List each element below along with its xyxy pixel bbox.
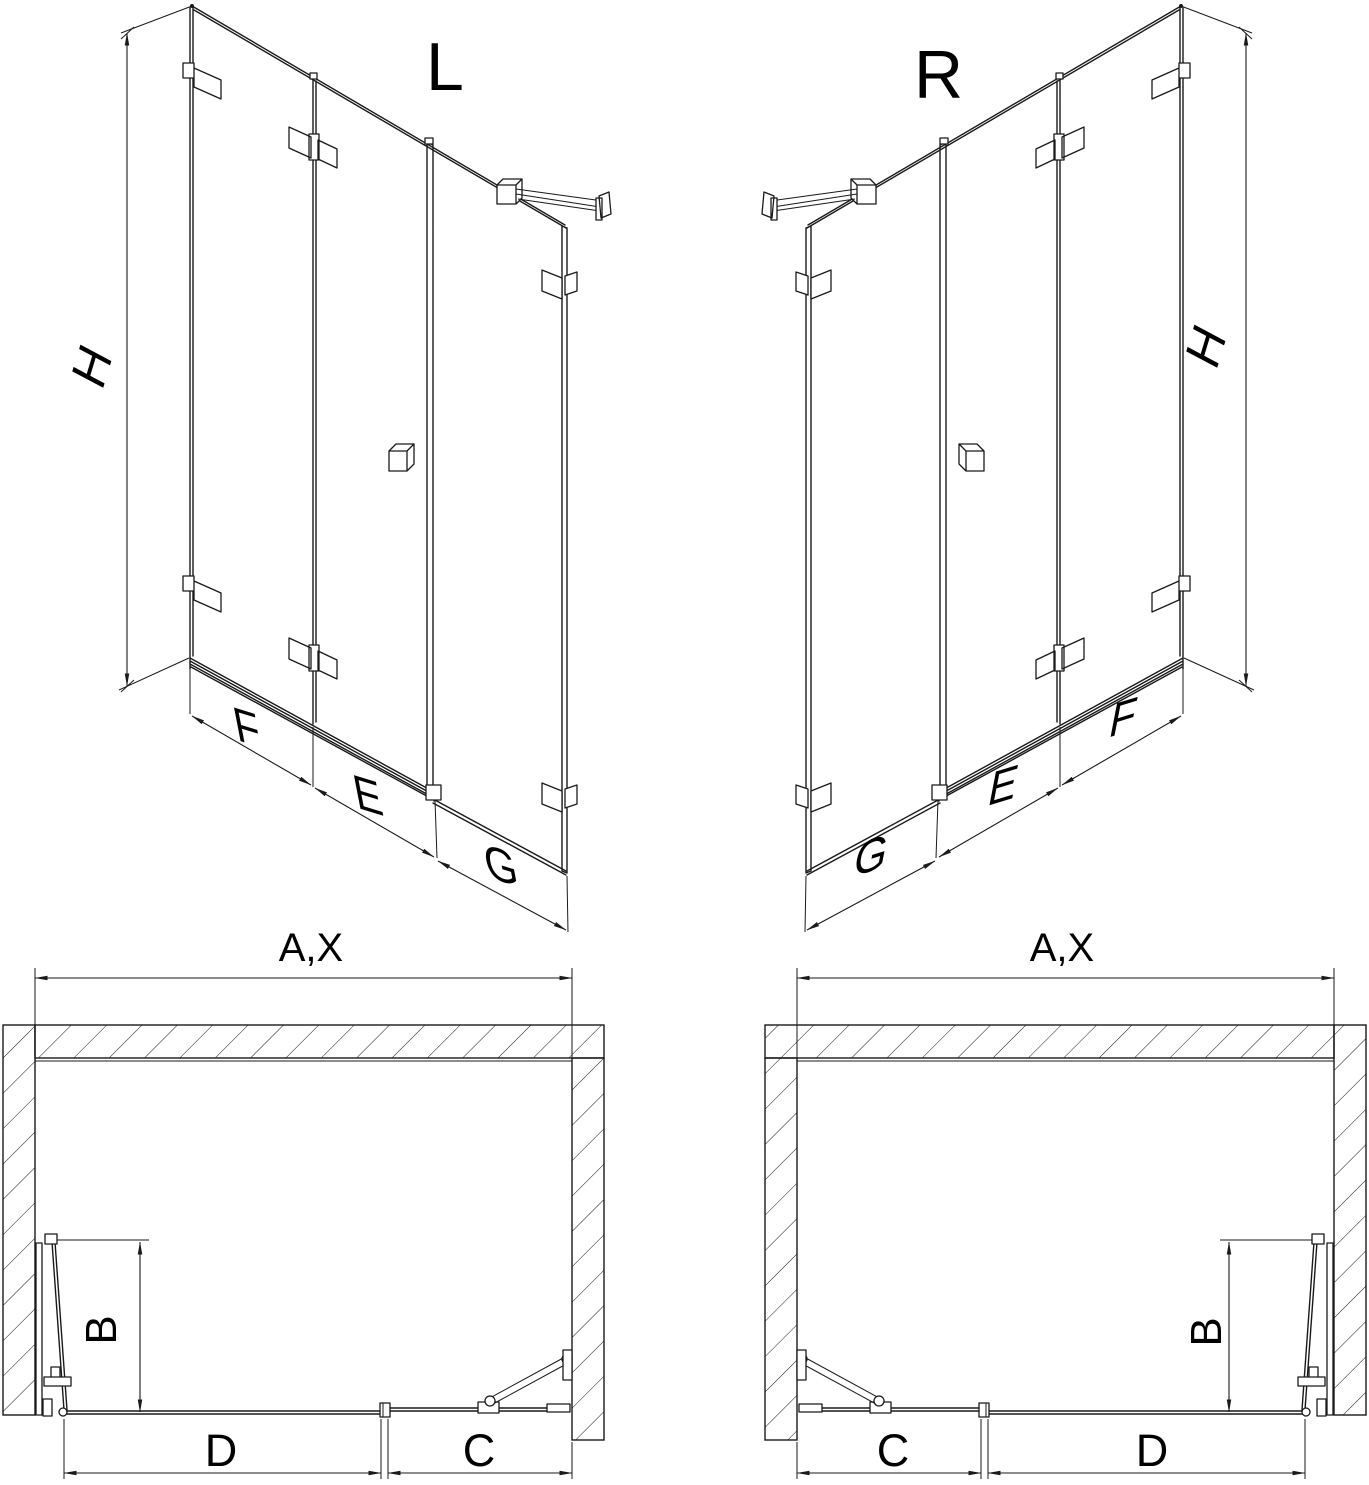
dim-label-h-left: H [59, 341, 124, 393]
dim-label-c-left: C [462, 1425, 496, 1476]
plan-view-left [3, 926, 604, 1479]
dim-label-ax-right: A,X [1029, 926, 1095, 970]
dim-label-h-right: H [1173, 321, 1238, 373]
dim-label-b-left: B [77, 1315, 126, 1345]
wall-hatch-left-right-plan [765, 1058, 797, 1440]
dim-label-d-right: D [1135, 1425, 1169, 1476]
wall-hatch-left-left-plan [3, 1025, 35, 1415]
dim-label-g-right: G [849, 822, 894, 888]
dim-label-e-right: E [983, 752, 1023, 817]
dim-label-b-right: B [1182, 1317, 1231, 1347]
plan-view-right [765, 926, 1366, 1479]
dim-label-g-left: G [478, 832, 523, 898]
wall-hatch-right-left-plan [572, 1058, 604, 1440]
wall-hatch-top-right-plan [765, 1025, 1334, 1058]
dim-label-c-right: C [876, 1425, 910, 1476]
wall-hatch-top-left-plan [35, 1025, 604, 1058]
iso-view-left [60, 4, 611, 932]
iso-view-right [762, 4, 1254, 932]
dim-label-f-right: F [1105, 685, 1142, 749]
variant-label-right: R [914, 37, 964, 113]
variant-label-left: L [426, 29, 464, 105]
dim-label-e-left: E [348, 762, 388, 827]
dim-label-f-left: F [228, 695, 265, 759]
wall-hatch-right-right-plan [1334, 1025, 1366, 1415]
dim-label-ax-left: A,X [278, 926, 344, 970]
dim-label-d-left: D [204, 1425, 238, 1476]
